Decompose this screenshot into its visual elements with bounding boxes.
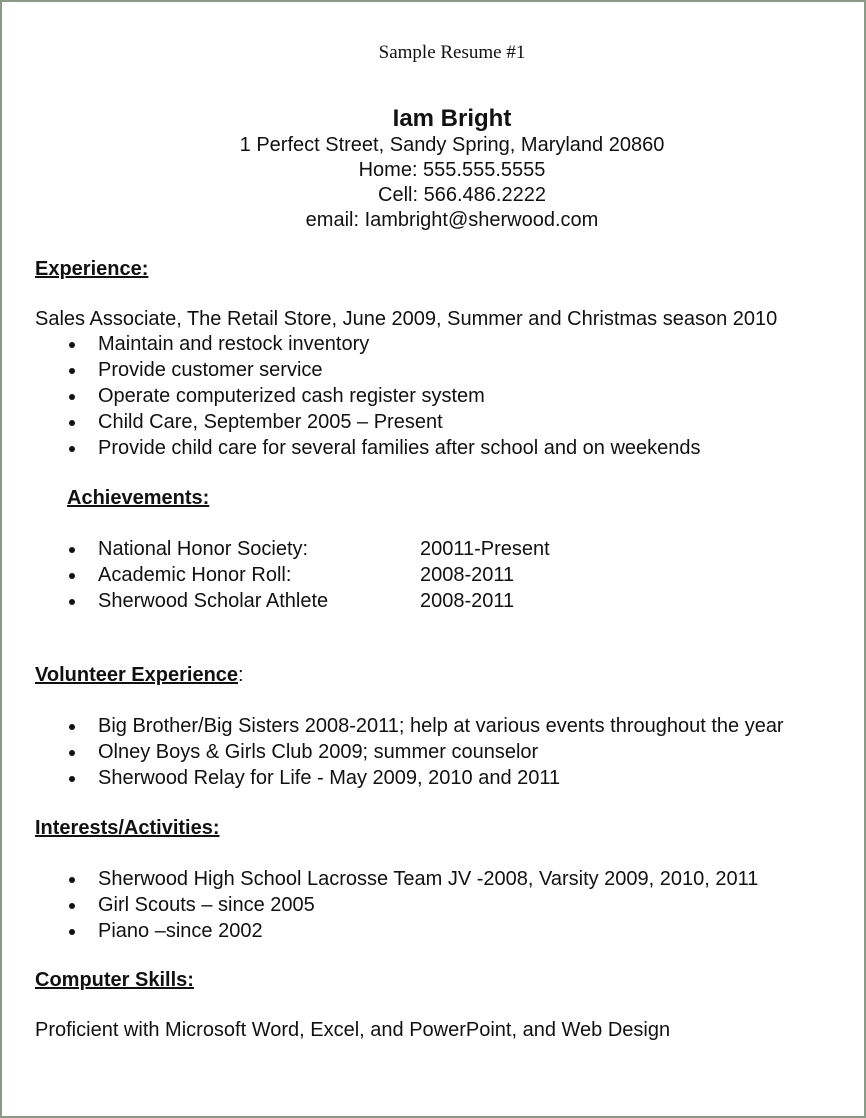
achievement-name: Academic Honor Roll: — [98, 564, 292, 586]
achievements-list — [66, 536, 550, 614]
list-item: Girl Scouts – since 2005 — [66, 892, 758, 918]
achievement-years: 2008-2011 — [420, 590, 515, 612]
experience-list — [66, 331, 701, 461]
achievements-heading: Achievements: — [67, 487, 210, 509]
job-line: Sales Associate, The Retail Store, June 2009, Summer and Christmas season 2010 — [35, 308, 778, 330]
list-item — [66, 536, 550, 562]
skills-text: Proficient with Microsoft Word, Excel, and PowerPoint, and Web Design — [35, 1019, 671, 1041]
applicant-name: Iam Bright — [392, 105, 512, 132]
list-item: Olney Boys & Girls Club 2009; summer counselor — [66, 739, 784, 765]
list-item: Sherwood Relay for Life - May 2009, 2010 and 2011 — [66, 765, 784, 791]
list-item: Piano –since 2002 — [66, 918, 758, 944]
skills-heading: Computer Skills: — [35, 969, 194, 991]
list-item: Provide customer service — [66, 357, 701, 383]
experience-heading: Experience: — [35, 258, 149, 280]
interests-heading: Interests/Activities: — [35, 817, 220, 839]
list-item — [66, 562, 515, 588]
achievement-years: 20011-Present — [420, 538, 550, 560]
interests-list — [66, 866, 758, 944]
list-item: Provide child care for several families after school and on weekends — [66, 435, 701, 461]
volunteer-heading-row — [35, 664, 244, 687]
volunteer-list — [66, 713, 784, 791]
achievement-years: 2008-2011 — [420, 564, 515, 586]
list-item: Sherwood High School Lacrosse Team JV -2008, Varsity 2009, 2010, 2011 — [66, 866, 758, 892]
achievement-name: National Honor Society: — [98, 538, 309, 560]
achievement-name: Sherwood Scholar Athlete — [98, 590, 329, 612]
list-item: Big Brother/Big Sisters 2008-2011; help at various events throughout the year — [66, 713, 784, 739]
home-phone: Home: 555.555.5555 — [358, 159, 546, 181]
list-item: Operate computerized cash register system — [66, 383, 701, 409]
document-title: Sample Resume #1 — [378, 42, 526, 63]
volunteer-heading-colon: : — [238, 664, 244, 686]
list-item: Maintain and restock inventory — [66, 331, 701, 357]
email-line: email: Iambright@sherwood.com — [305, 209, 599, 231]
volunteer-heading: Volunteer Experience — [35, 664, 239, 686]
cell-phone: Cell: 566.486.2222 — [378, 184, 546, 206]
list-item — [66, 588, 515, 614]
address-line: 1 Perfect Street, Sandy Spring, Maryland 20860 — [239, 134, 665, 156]
list-item: Child Care, September 2005 – Present — [66, 409, 701, 435]
